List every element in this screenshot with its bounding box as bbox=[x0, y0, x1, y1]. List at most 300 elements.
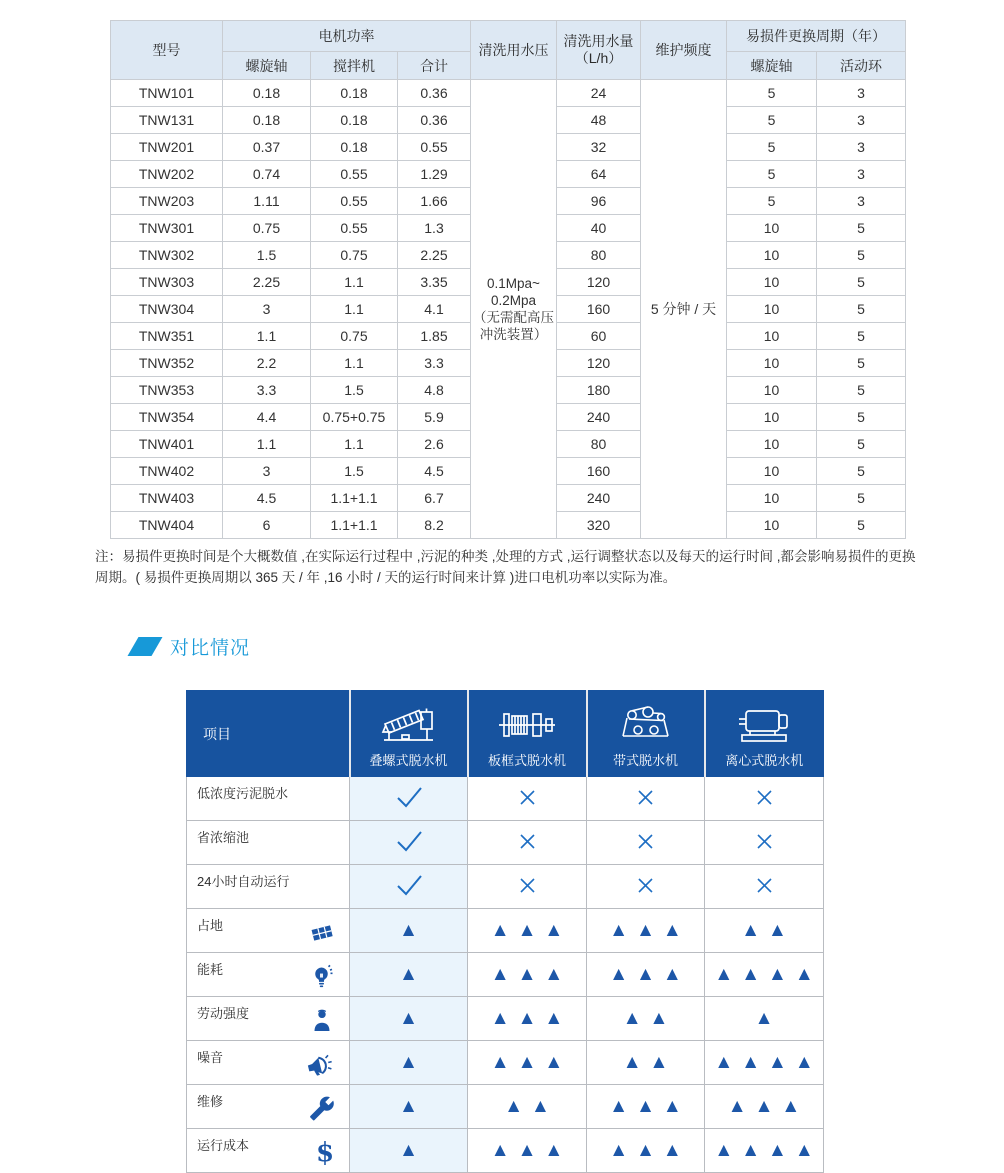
wear-screw-cell: 10 bbox=[727, 242, 817, 269]
section-title-text: 对比情况 bbox=[170, 638, 251, 659]
col-header-wear-screw: 螺旋轴 bbox=[727, 52, 817, 80]
triangle-rating-icon: ▲ bbox=[754, 1096, 774, 1117]
model-cell: TNW202 bbox=[111, 161, 223, 188]
comparison-value-cell bbox=[350, 777, 468, 821]
comparison-row-label-cell bbox=[187, 909, 350, 953]
wear-ring-cell: 5 bbox=[817, 296, 906, 323]
mixer-power-cell: 0.75+0.75 bbox=[311, 404, 398, 431]
triangle-rating-icon: ▲ bbox=[794, 1140, 814, 1161]
wear-ring-cell: 3 bbox=[817, 80, 906, 107]
check-icon bbox=[391, 872, 427, 898]
total-power-cell: 4.8 bbox=[398, 377, 471, 404]
triangle-rating-icon: ▲ bbox=[399, 1140, 418, 1161]
comparison-row-label: 劳动强度 bbox=[197, 1006, 250, 1021]
wear-ring-cell: 3 bbox=[817, 134, 906, 161]
triangle-rating-icon: ▲ bbox=[490, 1140, 510, 1161]
mixer-power-cell: 1.1 bbox=[311, 296, 398, 323]
model-cell: TNW402 bbox=[111, 458, 223, 485]
model-cell: TNW352 bbox=[111, 350, 223, 377]
triangle-rating-icon: ▲ bbox=[662, 1096, 682, 1117]
screw-power-cell: 2.2 bbox=[223, 350, 311, 377]
col-header-total: 合计 bbox=[398, 52, 471, 80]
dollar-icon bbox=[315, 1137, 335, 1167]
comparison-row-label-cell bbox=[187, 1085, 350, 1129]
comparison-row-label: 运行成本 bbox=[197, 1138, 250, 1153]
total-power-cell: 2.6 bbox=[398, 431, 471, 458]
model-cell: TNW203 bbox=[111, 188, 223, 215]
triangle-rating-icon: ▲ bbox=[636, 920, 655, 941]
screw-power-cell: 3 bbox=[223, 296, 311, 323]
triangle-rating-icon: ▲ bbox=[794, 1052, 814, 1073]
total-power-cell: 1.3 bbox=[398, 215, 471, 242]
belt-machine-icon bbox=[617, 705, 675, 745]
total-power-cell: 0.55 bbox=[398, 134, 471, 161]
total-power-cell: 4.1 bbox=[398, 296, 471, 323]
pressure-line: 冲洗装置） bbox=[479, 327, 548, 342]
comparison-value-cell bbox=[705, 1129, 824, 1173]
wear-screw-cell: 10 bbox=[727, 485, 817, 512]
machine-column-header bbox=[468, 691, 587, 777]
comparison-row-label: 24小时自动运行 bbox=[197, 874, 290, 889]
machine-label: 叠螺式脱水机 bbox=[369, 753, 448, 768]
wear-ring-cell: 5 bbox=[817, 512, 906, 539]
triangle-rating-icon: ▲ bbox=[636, 964, 655, 985]
model-cell: TNW401 bbox=[111, 431, 223, 458]
wrench-icon bbox=[309, 1095, 335, 1121]
comparison-value-cell bbox=[350, 821, 468, 865]
col-header-wear-ring: 活动环 bbox=[817, 52, 906, 80]
comparison-value-cell bbox=[587, 821, 705, 865]
wash-volume-cell: 120 bbox=[557, 350, 641, 377]
triangle-rating-icon: ▲ bbox=[662, 1140, 682, 1161]
triangle-rating-icon: ▲ bbox=[662, 964, 682, 985]
comparison-row bbox=[187, 821, 824, 865]
comparison-row bbox=[187, 1041, 824, 1085]
wash-volume-cell: 240 bbox=[557, 485, 641, 512]
triangle-rating-icon: ▲ bbox=[544, 964, 564, 985]
wash-volume-cell: 160 bbox=[557, 296, 641, 323]
triangle-rating-icon: ▲ bbox=[768, 1052, 787, 1073]
pressure-line: 0.1Mpa~ bbox=[487, 276, 540, 291]
wear-ring-cell: 5 bbox=[817, 242, 906, 269]
triangle-rating-icon: ▲ bbox=[609, 964, 629, 985]
screw-power-cell: 0.18 bbox=[223, 80, 311, 107]
comparison-value-cell bbox=[468, 777, 587, 821]
wash-volume-cell: 160 bbox=[557, 458, 641, 485]
wash-volume-line1: 清洗用水量 bbox=[563, 33, 634, 49]
triangle-rating-icon: ▲ bbox=[504, 1096, 523, 1117]
comparison-value-cell bbox=[350, 1085, 468, 1129]
wash-pressure-merged-cell bbox=[471, 80, 557, 539]
comparison-row bbox=[187, 909, 824, 953]
comparison-value-cell bbox=[350, 1041, 468, 1085]
wear-ring-cell: 5 bbox=[817, 215, 906, 242]
model-cell: TNW353 bbox=[111, 377, 223, 404]
worker-icon bbox=[309, 1007, 335, 1033]
col-header-screw-shaft: 螺旋轴 bbox=[223, 52, 311, 80]
check-icon bbox=[391, 828, 427, 854]
comparison-value-cell bbox=[587, 953, 705, 997]
comparison-row-label-cell bbox=[187, 953, 350, 997]
comparison-table bbox=[186, 690, 824, 1173]
comparison-item-header-label: 项目 bbox=[203, 725, 231, 742]
triangle-rating-icon: ▲ bbox=[490, 1052, 510, 1073]
section-title bbox=[133, 633, 250, 660]
triangle-rating-icon: ▲ bbox=[399, 920, 418, 941]
cross-icon bbox=[755, 876, 774, 895]
triangle-rating-icon: ▲ bbox=[490, 1008, 510, 1029]
wear-screw-cell: 5 bbox=[727, 80, 817, 107]
wash-volume-cell: 48 bbox=[557, 107, 641, 134]
spec-table bbox=[110, 20, 906, 539]
triangle-rating-icon: ▲ bbox=[490, 920, 510, 941]
mixer-power-cell: 1.1+1.1 bbox=[311, 485, 398, 512]
comparison-row bbox=[187, 1085, 824, 1129]
triangle-rating-icon: ▲ bbox=[754, 1008, 774, 1029]
comparison-value-cell bbox=[587, 1129, 705, 1173]
comparison-row bbox=[187, 865, 824, 909]
comparison-value-cell bbox=[587, 865, 705, 909]
col-header-wash-volume bbox=[557, 21, 641, 80]
col-header-wear-cycle: 易损件更换周期（年） bbox=[727, 21, 906, 52]
model-cell: TNW304 bbox=[111, 296, 223, 323]
triangle-rating-icon: ▲ bbox=[649, 1008, 669, 1029]
cross-icon bbox=[518, 876, 537, 895]
mixer-power-cell: 0.18 bbox=[311, 80, 398, 107]
comparison-row-label: 噪音 bbox=[197, 1050, 224, 1065]
mixer-power-cell: 0.75 bbox=[311, 242, 398, 269]
footnote-line2: 周期。( 易损件更换周期以 365 天 / 年 ,16 小时 / 天的运行时间来计算 )进口电机功率以实际为准。 bbox=[95, 570, 677, 585]
triangle-rating-icon: ▲ bbox=[399, 1096, 418, 1117]
screw-power-cell: 0.74 bbox=[223, 161, 311, 188]
comparison-value-cell bbox=[587, 997, 705, 1041]
total-power-cell: 0.36 bbox=[398, 107, 471, 134]
machine-label: 带式脱水机 bbox=[612, 753, 678, 768]
comparison-value-cell bbox=[587, 909, 705, 953]
col-header-maintenance: 维护频度 bbox=[641, 21, 727, 80]
triangle-rating-icon: ▲ bbox=[517, 1140, 537, 1161]
wear-ring-cell: 3 bbox=[817, 161, 906, 188]
model-cell: TNW354 bbox=[111, 404, 223, 431]
triangle-rating-icon: ▲ bbox=[517, 1008, 537, 1029]
triangle-rating-icon: ▲ bbox=[609, 1096, 629, 1117]
wear-ring-cell: 5 bbox=[817, 458, 906, 485]
comparison-row-label: 低浓度污泥脱水 bbox=[197, 786, 289, 801]
total-power-cell: 2.25 bbox=[398, 242, 471, 269]
triangle-rating-icon: ▲ bbox=[399, 1008, 418, 1029]
check-icon bbox=[391, 784, 427, 810]
comparison-value-cell bbox=[350, 1129, 468, 1173]
triangle-rating-icon: ▲ bbox=[544, 920, 564, 941]
cross-icon bbox=[755, 832, 774, 851]
comparison-value-cell bbox=[350, 953, 468, 997]
wear-ring-cell: 5 bbox=[817, 404, 906, 431]
screw-power-cell: 2.25 bbox=[223, 269, 311, 296]
comparison-row bbox=[187, 1129, 824, 1173]
triangle-rating-icon: ▲ bbox=[544, 1008, 564, 1029]
comparison-item-header bbox=[187, 691, 350, 777]
triangle-rating-icon: ▲ bbox=[741, 1052, 760, 1073]
total-power-cell: 6.7 bbox=[398, 485, 471, 512]
triangle-rating-icon: ▲ bbox=[622, 1008, 642, 1029]
comparison-value-cell bbox=[468, 1129, 587, 1173]
comparison-value-cell bbox=[468, 953, 587, 997]
footnote-line1: 注：易损件更换时间是个大概数值 ,在实际运行过程中 ,污泥的种类 ,处理的方式 ,运行调整状态以及每天的运行时间 ,都会影响易损件的更换 bbox=[95, 549, 916, 564]
mixer-power-cell: 0.18 bbox=[311, 134, 398, 161]
total-power-cell: 1.85 bbox=[398, 323, 471, 350]
wash-volume-line2: （L/h） bbox=[574, 50, 623, 66]
wear-screw-cell: 10 bbox=[727, 323, 817, 350]
mixer-power-cell: 0.55 bbox=[311, 188, 398, 215]
screw-power-cell: 1.11 bbox=[223, 188, 311, 215]
wear-ring-cell: 5 bbox=[817, 350, 906, 377]
mixer-power-cell: 0.18 bbox=[311, 107, 398, 134]
total-power-cell: 3.3 bbox=[398, 350, 471, 377]
pressure-line: （无需配高压 bbox=[473, 310, 554, 325]
comparison-value-cell bbox=[468, 909, 587, 953]
wear-screw-cell: 5 bbox=[727, 161, 817, 188]
mixer-power-cell: 0.55 bbox=[311, 161, 398, 188]
machine-column-header bbox=[587, 691, 705, 777]
screw-power-cell: 0.75 bbox=[223, 215, 311, 242]
comparison-value-cell bbox=[468, 997, 587, 1041]
screw-power-cell: 1.5 bbox=[223, 242, 311, 269]
screw-power-cell: 6 bbox=[223, 512, 311, 539]
triangle-rating-icon: ▲ bbox=[490, 964, 510, 985]
cross-icon bbox=[636, 832, 655, 851]
total-power-cell: 8.2 bbox=[398, 512, 471, 539]
mixer-power-cell: 0.55 bbox=[311, 215, 398, 242]
machine-column-header bbox=[705, 691, 824, 777]
triangle-rating-icon: ▲ bbox=[714, 964, 734, 985]
wash-volume-cell: 40 bbox=[557, 215, 641, 242]
wash-volume-cell: 180 bbox=[557, 377, 641, 404]
mixer-power-cell: 1.5 bbox=[311, 458, 398, 485]
wear-ring-cell: 3 bbox=[817, 107, 906, 134]
comparison-row bbox=[187, 777, 824, 821]
triangle-rating-icon: ▲ bbox=[794, 964, 814, 985]
wear-ring-cell: 5 bbox=[817, 377, 906, 404]
wear-screw-cell: 10 bbox=[727, 512, 817, 539]
comparison-value-cell bbox=[587, 777, 705, 821]
cross-icon bbox=[636, 876, 655, 895]
machine-label: 离心式脱水机 bbox=[725, 753, 804, 768]
wash-volume-cell: 24 bbox=[557, 80, 641, 107]
model-cell: TNW403 bbox=[111, 485, 223, 512]
comparison-value-cell bbox=[468, 1085, 587, 1129]
machine-label: 板框式脱水机 bbox=[487, 753, 566, 768]
maintenance-merged-cell: 5 分钟 / 天 bbox=[641, 80, 727, 539]
triangle-rating-icon: ▲ bbox=[399, 964, 418, 985]
screw-power-cell: 3.3 bbox=[223, 377, 311, 404]
model-cell: TNW131 bbox=[111, 107, 223, 134]
total-power-cell: 3.35 bbox=[398, 269, 471, 296]
model-cell: TNW303 bbox=[111, 269, 223, 296]
model-cell: TNW101 bbox=[111, 80, 223, 107]
triangle-rating-icon: ▲ bbox=[544, 1140, 564, 1161]
triangle-rating-icon: ▲ bbox=[517, 964, 537, 985]
wash-volume-cell: 80 bbox=[557, 431, 641, 458]
triangle-rating-icon: ▲ bbox=[741, 1140, 760, 1161]
wash-volume-cell: 240 bbox=[557, 404, 641, 431]
megaphone-icon bbox=[305, 1051, 335, 1077]
triangle-rating-icon: ▲ bbox=[636, 1096, 655, 1117]
wash-volume-cell: 60 bbox=[557, 323, 641, 350]
col-header-wash-pressure: 清洗用水压 bbox=[471, 21, 557, 80]
plate-frame-machine-icon bbox=[498, 705, 556, 745]
total-power-cell: 1.29 bbox=[398, 161, 471, 188]
wear-ring-cell: 5 bbox=[817, 431, 906, 458]
triangle-rating-icon: ▲ bbox=[741, 964, 760, 985]
wash-volume-cell: 96 bbox=[557, 188, 641, 215]
comparison-value-cell bbox=[350, 909, 468, 953]
model-cell: TNW301 bbox=[111, 215, 223, 242]
triangle-rating-icon: ▲ bbox=[622, 1052, 642, 1073]
wear-screw-cell: 10 bbox=[727, 350, 817, 377]
triangle-rating-icon: ▲ bbox=[768, 964, 787, 985]
wear-screw-cell: 10 bbox=[727, 269, 817, 296]
wear-ring-cell: 5 bbox=[817, 323, 906, 350]
spec-row bbox=[111, 80, 906, 107]
triangle-rating-icon: ▲ bbox=[662, 920, 682, 941]
triangle-rating-icon: ▲ bbox=[768, 920, 787, 941]
triangle-rating-icon: ▲ bbox=[714, 1140, 734, 1161]
triangle-rating-icon: ▲ bbox=[741, 920, 760, 941]
triangle-rating-icon: ▲ bbox=[544, 1052, 564, 1073]
comparison-value-cell bbox=[587, 1085, 705, 1129]
comparison-value-cell bbox=[350, 865, 468, 909]
mixer-power-cell: 1.1 bbox=[311, 350, 398, 377]
wear-screw-cell: 10 bbox=[727, 404, 817, 431]
model-cell: TNW351 bbox=[111, 323, 223, 350]
wear-ring-cell: 5 bbox=[817, 485, 906, 512]
comparison-value-cell bbox=[468, 821, 587, 865]
triangle-rating-icon: ▲ bbox=[517, 1052, 537, 1073]
triangle-rating-icon: ▲ bbox=[768, 1140, 787, 1161]
cross-icon bbox=[518, 832, 537, 851]
wear-screw-cell: 10 bbox=[727, 215, 817, 242]
triangle-rating-icon: ▲ bbox=[727, 1096, 747, 1117]
mixer-power-cell: 1.1+1.1 bbox=[311, 512, 398, 539]
triangle-rating-icon: ▲ bbox=[531, 1096, 550, 1117]
centrifuge-machine-icon bbox=[735, 705, 793, 745]
wear-ring-cell: 5 bbox=[817, 269, 906, 296]
model-cell: TNW302 bbox=[111, 242, 223, 269]
comparison-value-cell bbox=[705, 1085, 824, 1129]
comparison-value-cell bbox=[705, 821, 824, 865]
comparison-value-cell bbox=[705, 997, 824, 1041]
comparison-row-label: 省浓缩池 bbox=[197, 830, 250, 845]
cross-icon bbox=[636, 788, 655, 807]
model-cell: TNW201 bbox=[111, 134, 223, 161]
model-cell: TNW404 bbox=[111, 512, 223, 539]
total-power-cell: 0.36 bbox=[398, 80, 471, 107]
comparison-value-cell bbox=[705, 1041, 824, 1085]
comparison-value-cell bbox=[468, 865, 587, 909]
comparison-row-label-cell bbox=[187, 821, 350, 865]
screw-power-cell: 4.4 bbox=[223, 404, 311, 431]
screw-power-cell: 1.1 bbox=[223, 431, 311, 458]
comparison-row-label: 能耗 bbox=[197, 962, 224, 977]
comparison-row-label-cell bbox=[187, 1129, 350, 1173]
mixer-power-cell: 1.1 bbox=[311, 269, 398, 296]
triangle-rating-icon: ▲ bbox=[781, 1096, 801, 1117]
wear-ring-cell: 3 bbox=[817, 188, 906, 215]
comparison-value-cell bbox=[705, 865, 824, 909]
comparison-row-label: 维修 bbox=[197, 1094, 224, 1109]
machine-column-header bbox=[350, 691, 468, 777]
total-power-cell: 4.5 bbox=[398, 458, 471, 485]
mixer-power-cell: 0.75 bbox=[311, 323, 398, 350]
total-power-cell: 1.66 bbox=[398, 188, 471, 215]
footnote bbox=[95, 546, 995, 588]
comparison-row-label-cell bbox=[187, 777, 350, 821]
wear-screw-cell: 10 bbox=[727, 377, 817, 404]
wear-screw-cell: 5 bbox=[727, 134, 817, 161]
col-header-model: 型号 bbox=[111, 21, 223, 80]
triangle-rating-icon: ▲ bbox=[714, 1052, 734, 1073]
screw-power-cell: 0.37 bbox=[223, 134, 311, 161]
wear-screw-cell: 5 bbox=[727, 188, 817, 215]
cross-icon bbox=[755, 788, 774, 807]
screw-power-cell: 0.18 bbox=[223, 107, 311, 134]
wear-screw-cell: 10 bbox=[727, 296, 817, 323]
comparison-row-label-cell bbox=[187, 865, 350, 909]
comparison-value-cell bbox=[705, 909, 824, 953]
comparison-value-cell bbox=[705, 953, 824, 997]
comparison-value-cell bbox=[350, 997, 468, 1041]
wear-screw-cell: 5 bbox=[727, 107, 817, 134]
wash-volume-cell: 80 bbox=[557, 242, 641, 269]
comparison-row-label: 占地 bbox=[197, 918, 224, 933]
cross-icon bbox=[518, 788, 537, 807]
wash-volume-cell: 64 bbox=[557, 161, 641, 188]
screw-power-cell: 4.5 bbox=[223, 485, 311, 512]
triangle-rating-icon: ▲ bbox=[399, 1052, 418, 1073]
col-header-mixer: 搅拌机 bbox=[311, 52, 398, 80]
wash-volume-cell: 320 bbox=[557, 512, 641, 539]
screw-power-cell: 3 bbox=[223, 458, 311, 485]
wear-screw-cell: 10 bbox=[727, 458, 817, 485]
triangle-rating-icon: ▲ bbox=[609, 920, 629, 941]
wear-screw-cell: 10 bbox=[727, 431, 817, 458]
energy-bulb-icon bbox=[309, 963, 335, 989]
wash-volume-cell: 120 bbox=[557, 269, 641, 296]
land-area-icon bbox=[309, 919, 335, 945]
triangle-rating-icon: ▲ bbox=[636, 1140, 655, 1161]
comparison-value-cell bbox=[468, 1041, 587, 1085]
section-marker-icon bbox=[128, 637, 163, 656]
stacked-screw-machine-icon bbox=[380, 705, 438, 745]
comparison-value-cell bbox=[587, 1041, 705, 1085]
svg-text:$: $ bbox=[315, 1137, 335, 1168]
triangle-rating-icon: ▲ bbox=[517, 920, 537, 941]
wash-volume-cell: 32 bbox=[557, 134, 641, 161]
comparison-value-cell bbox=[705, 777, 824, 821]
triangle-rating-icon: ▲ bbox=[649, 1052, 669, 1073]
pressure-line: 0.2Mpa bbox=[490, 293, 537, 308]
mixer-power-cell: 1.1 bbox=[311, 431, 398, 458]
mixer-power-cell: 1.5 bbox=[311, 377, 398, 404]
comparison-row bbox=[187, 997, 824, 1041]
comparison-row bbox=[187, 953, 824, 997]
col-header-motor-power: 电机功率 bbox=[223, 21, 471, 52]
comparison-row-label-cell bbox=[187, 997, 350, 1041]
screw-power-cell: 1.1 bbox=[223, 323, 311, 350]
total-power-cell: 5.9 bbox=[398, 404, 471, 431]
comparison-row-label-cell bbox=[187, 1041, 350, 1085]
triangle-rating-icon: ▲ bbox=[609, 1140, 629, 1161]
